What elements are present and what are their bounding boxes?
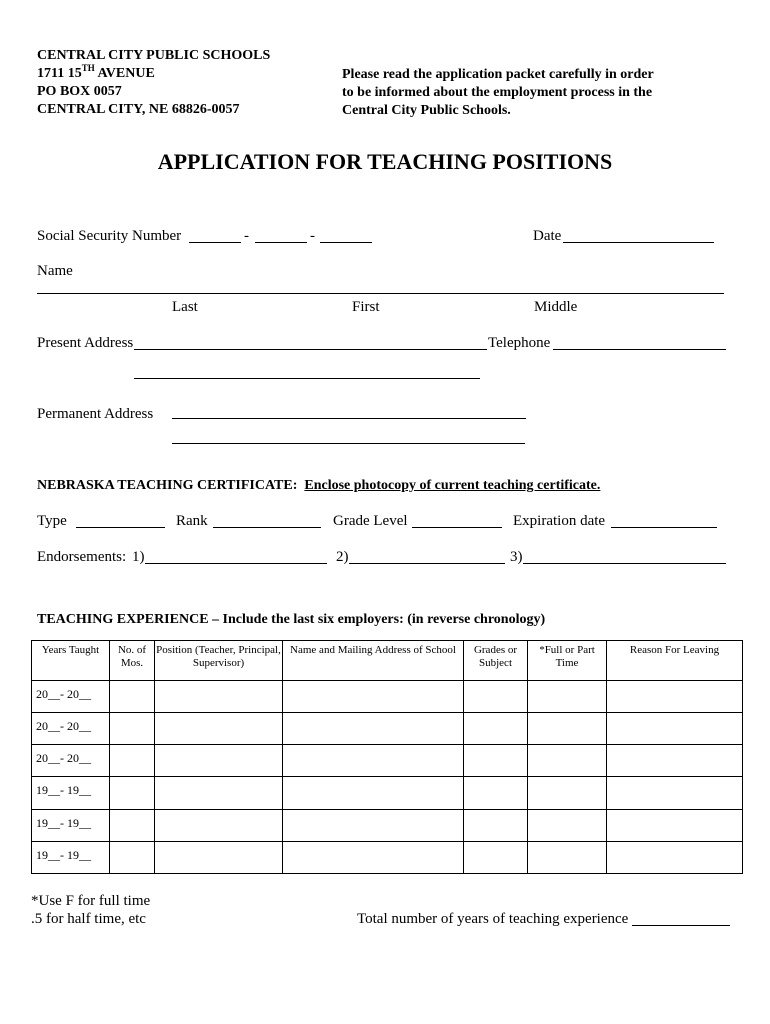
- position-cell[interactable]: [155, 681, 283, 713]
- reason-cell[interactable]: [607, 841, 743, 873]
- grades-cell[interactable]: [464, 841, 528, 873]
- months-cell[interactable]: [110, 809, 155, 841]
- school-cell[interactable]: [283, 681, 464, 713]
- date-field[interactable]: [563, 242, 714, 243]
- cert-type-field[interactable]: [76, 527, 165, 528]
- col-school-address: Name and Mailing Address of School: [283, 641, 464, 681]
- cert-expiration-field[interactable]: [611, 527, 717, 528]
- position-cell[interactable]: [155, 713, 283, 745]
- org-street: [37, 65, 155, 83]
- position-cell[interactable]: [155, 777, 283, 809]
- col-full-part-time: *Full or Part Time: [528, 641, 607, 681]
- cert-rank-field[interactable]: [213, 527, 321, 528]
- name-middle-label: Middle: [534, 299, 578, 315]
- notice-line-3: Central City Public Schools.: [342, 103, 511, 118]
- endorsements-label: Endorsements:: [37, 549, 127, 565]
- ssn-field-part-1[interactable]: [189, 242, 241, 243]
- grades-cell[interactable]: [464, 713, 528, 745]
- time-cell[interactable]: [528, 681, 607, 713]
- col-reason-leaving: Reason For Leaving: [607, 641, 743, 681]
- endorsement-3-field[interactable]: [523, 563, 726, 564]
- date-label: Date: [533, 228, 562, 244]
- grades-cell[interactable]: [464, 777, 528, 809]
- footnote-full-time: *Use F for full time: [31, 893, 151, 909]
- footnote-half-time: .5 for half time, etc: [31, 911, 146, 927]
- col-months: No. of Mos.: [110, 641, 155, 681]
- school-cell[interactable]: [283, 841, 464, 873]
- months-cell[interactable]: [110, 713, 155, 745]
- school-cell[interactable]: [283, 809, 464, 841]
- permanent-address-field-line-2[interactable]: [172, 443, 525, 444]
- reason-cell[interactable]: [607, 809, 743, 841]
- cert-type-label: Type: [37, 513, 67, 529]
- endorsement-2-label: 2): [336, 549, 349, 565]
- grades-cell[interactable]: [464, 809, 528, 841]
- time-cell[interactable]: [528, 777, 607, 809]
- years-cell[interactable]: 19__- 19__: [32, 841, 110, 873]
- months-cell[interactable]: [110, 841, 155, 873]
- reason-cell[interactable]: [607, 713, 743, 745]
- endorsement-1-label: 1): [132, 549, 145, 565]
- permanent-address-label: Permanent Address: [37, 406, 154, 422]
- school-cell[interactable]: [283, 777, 464, 809]
- years-cell[interactable]: 20__- 20__: [32, 681, 110, 713]
- name-last-label: Last: [172, 299, 198, 315]
- position-cell[interactable]: [155, 841, 283, 873]
- endorsement-2-field[interactable]: [349, 563, 505, 564]
- ssn-field-part-2[interactable]: [255, 242, 307, 243]
- table-row: [32, 681, 743, 713]
- org-name: CENTRAL CITY PUBLIC SCHOOLS: [37, 48, 271, 63]
- table-row: [32, 809, 743, 841]
- org-po-box: PO BOX 0057: [37, 84, 122, 99]
- position-cell[interactable]: [155, 745, 283, 777]
- years-cell[interactable]: 20__- 20__: [32, 745, 110, 777]
- cert-grade-field[interactable]: [412, 527, 502, 528]
- ssn-label: Social Security Number: [37, 228, 182, 244]
- col-years-taught: Years Taught: [32, 641, 110, 681]
- col-position: Position (Teacher, Principal, Supervisor): [155, 641, 283, 681]
- present-address-label: Present Address: [37, 335, 134, 351]
- cert-rank-label: Rank: [176, 513, 208, 529]
- experience-header-row: [32, 641, 743, 681]
- time-cell[interactable]: [528, 841, 607, 873]
- org-city: CENTRAL CITY, NE 68826-0057: [37, 102, 240, 117]
- cert-expiration-label: Expiration date: [513, 513, 606, 529]
- reason-cell[interactable]: [607, 777, 743, 809]
- endorsement-3-label: 3): [510, 549, 523, 565]
- notice-line-2: to be informed about the employment process in the: [342, 85, 653, 100]
- certificate-heading: [37, 477, 600, 495]
- time-cell[interactable]: [528, 809, 607, 841]
- page-title: APPLICATION FOR TEACHING POSITIONS: [157, 149, 613, 174]
- school-cell[interactable]: [283, 745, 464, 777]
- cert-grade-label: Grade Level: [333, 513, 408, 529]
- org-street-number: 1711 15: [37, 66, 82, 81]
- months-cell[interactable]: [110, 745, 155, 777]
- name-field[interactable]: [37, 293, 724, 294]
- ssn-dash-1: -: [244, 228, 249, 244]
- position-cell[interactable]: [155, 809, 283, 841]
- ssn-dash-2: -: [310, 228, 315, 244]
- col-grades-subject: Grades or Subject: [464, 641, 528, 681]
- notice-line-1: Please read the application packet carefully in order: [342, 67, 654, 82]
- reason-cell[interactable]: [607, 681, 743, 713]
- certificate-instruction: Enclose photocopy of current teaching certificate.: [304, 478, 601, 493]
- years-cell[interactable]: 19__- 19__: [32, 777, 110, 809]
- telephone-field[interactable]: [553, 349, 726, 350]
- present-address-field-line-2[interactable]: [134, 378, 480, 379]
- present-address-field[interactable]: [134, 349, 487, 350]
- years-cell[interactable]: 19__- 19__: [32, 809, 110, 841]
- experience-heading: TEACHING EXPERIENCE – Include the last six employers: (in reverse chronology): [37, 612, 546, 627]
- grades-cell[interactable]: [464, 681, 528, 713]
- org-street-suffix: TH: [81, 63, 95, 73]
- ssn-field-part-3[interactable]: [320, 242, 372, 243]
- certificate-heading-label: NEBRASKA TEACHING CERTIFICATE:: [37, 478, 298, 493]
- telephone-label: Telephone: [488, 335, 551, 351]
- years-cell[interactable]: 20__- 20__: [32, 713, 110, 745]
- table-row: [32, 777, 743, 809]
- name-first-label: First: [352, 299, 380, 315]
- school-cell[interactable]: [283, 713, 464, 745]
- table-row: [32, 841, 743, 873]
- name-label: Name: [37, 263, 73, 279]
- months-cell[interactable]: [110, 777, 155, 809]
- time-cell[interactable]: [528, 745, 607, 777]
- experience-table: [31, 640, 743, 874]
- table-row: [32, 713, 743, 745]
- table-row: [32, 745, 743, 777]
- grades-cell[interactable]: [464, 745, 528, 777]
- months-cell[interactable]: [110, 681, 155, 713]
- time-cell[interactable]: [528, 713, 607, 745]
- total-years-field[interactable]: [632, 925, 730, 926]
- org-street-name: AVENUE: [94, 66, 155, 81]
- reason-cell[interactable]: [607, 745, 743, 777]
- permanent-address-field[interactable]: [172, 418, 526, 419]
- endorsement-1-field[interactable]: [145, 563, 327, 564]
- total-years-label: Total number of years of teaching experience: [357, 911, 629, 927]
